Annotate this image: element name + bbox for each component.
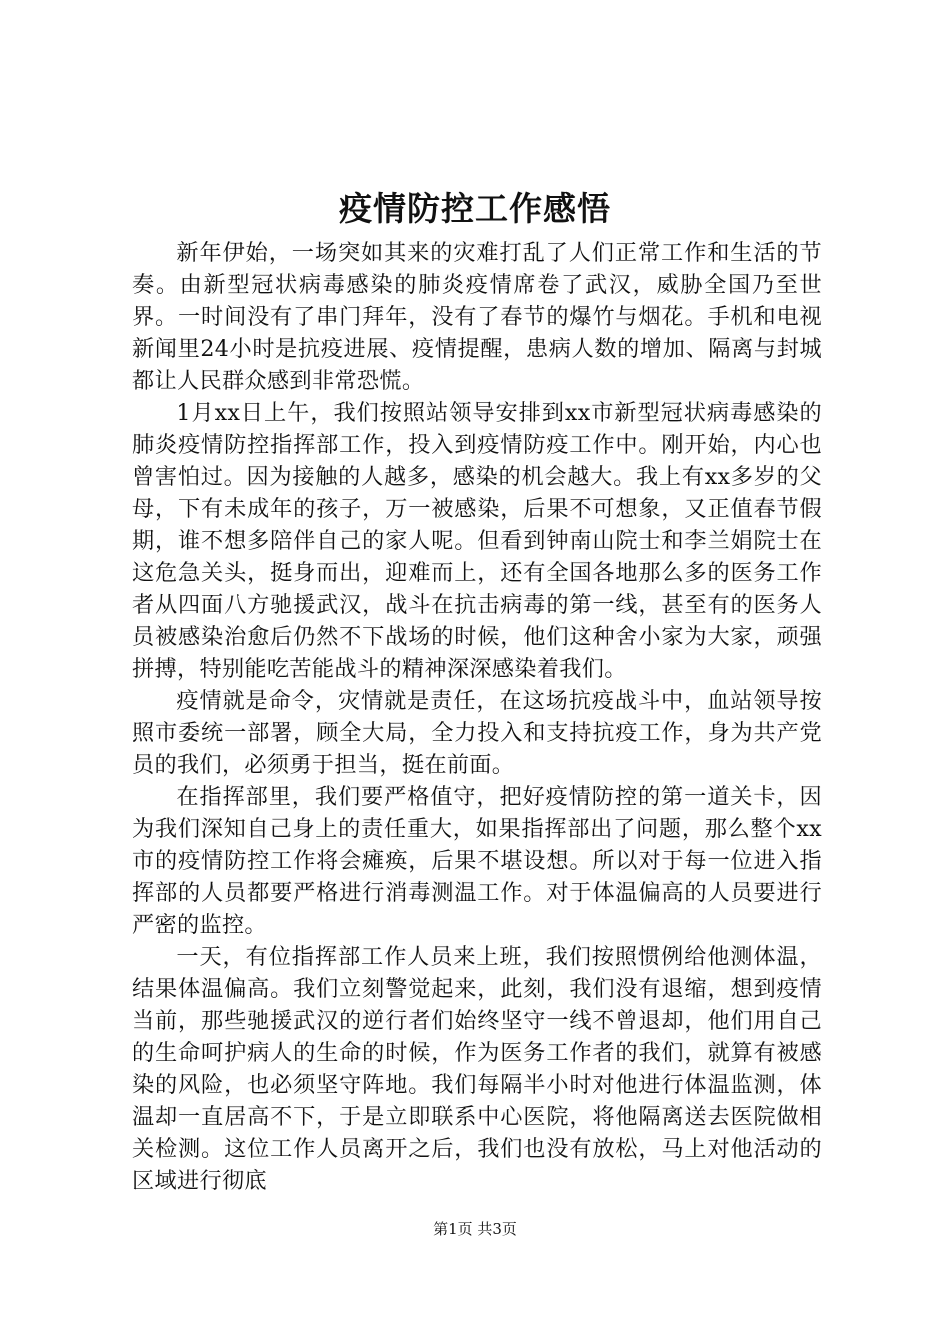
paragraph-4: 在指挥部里，我们要严格值守，把好疫情防控的第一道关卡，因为我们深知自己身上的责任重大，如果指挥部出了问题，那么整个xx市的疫情防控工作将会瘫痪，后果不堪设想。所以对于每一位进入指挥部的人员都要严格进行消毒测温工作。对于体温偏高的人员要进行严密的监控。 — [132, 784, 822, 938]
paragraph-3: 疫情就是命令，灾情就是责任，在这场抗疫战斗中，血站领导按照市委统一部署，顾全大局，全力投入和支持抗疫工作，身为共产党员的我们，必须勇于担当，挺在前面。 — [132, 688, 822, 778]
paragraph-1: 新年伊始，一场突如其来的灾难打乱了人们正常工作和生活的节奏。由新型冠状病毒感染的肺炎疫情席卷了武汉，威胁全国乃至世界。一时间没有了串门拜年，没有了春节的爆竹与烟花。手机和电视新闻里24小时是抗疫进展、疫情提醒，患病人数的增加、隔离与封城都让人民群众感到非常恐慌。 — [132, 240, 822, 394]
document-title: 疫情防控工作感悟 — [339, 189, 611, 228]
page-footer: 第1页 共3页 — [433, 1220, 517, 1238]
paragraph-2: 1月xx日上午，我们按照站领导安排到xx市新型冠状病毒感染的肺炎疫情防控指挥部工作，投入到疫情防疫工作中。刚开始，内心也曾害怕过。因为接触的人越多，感染的机会越大。我上有xx多岁的父母，下有未成年的孩子，万一被感染，后果不可想象，又正值春节假期，谁不想多陪伴自己的家人呢。但看到钟南山院士和李兰娟院士在这危急关头，挺身而出，迎难而上，还有全国各地那么多的医务工作者从四面八方驰援武汉，战斗在抗击病毒的第一线，甚至有的医务人员被感染治愈后仍然不下战场的时候，他们这种舍小家为大家，顽强拼搏，特别能吃苦能战斗的精神深深感染着我们。 — [132, 400, 822, 682]
document-body — [132, 237, 822, 1197]
paragraph-5: 一天，有位指挥部工作人员来上班，我们按照惯例给他测体温，结果体温偏高。我们立刻警觉起来，此刻，我们没有退缩，想到疫情当前，那些驰援武汉的逆行者们始终坚守一线不曾退却，他们用自己的生命呵护病人的生命的时候，作为医务工作者的我们，就算有被感染的风险，也必须坚守阵地。我们每隔半小时对他进行体温监测，体温却一直居高不下，于是立即联系中心医院，将他隔离送去医院做相关检测。这位工作人员离开之后，我们也没有放松，马上对他活动的区域进行彻底 — [132, 944, 822, 1194]
